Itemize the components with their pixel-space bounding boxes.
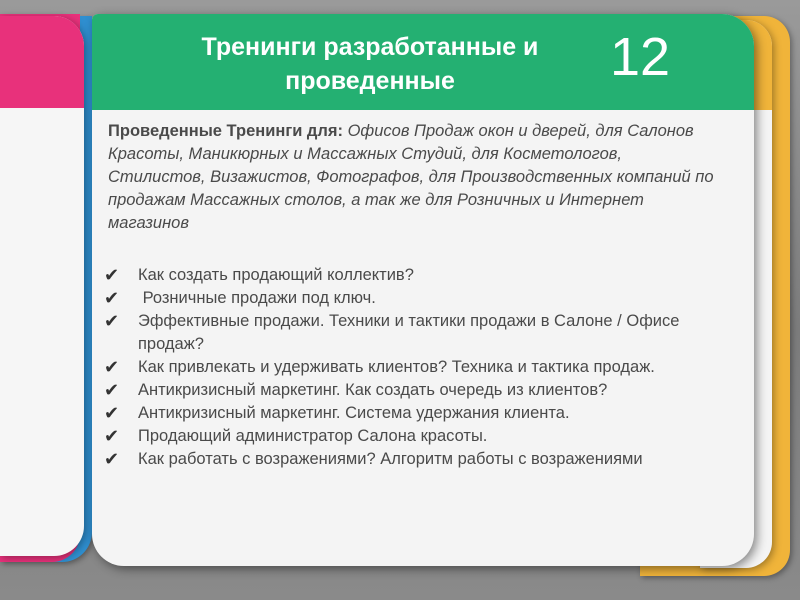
checkmark-icon: ✔ [104, 265, 120, 285]
topic-text: Антикризисный маркетинг. Как создать очередь из клиентов? [138, 381, 608, 399]
checkmark-icon: ✔ [104, 403, 120, 423]
topic-text: Эффективные продажи. Техники и тактики продажи в Салоне / Офисе продаж? [138, 312, 680, 353]
slide-title: Тренинги разработанные и проведенные [201, 33, 539, 95]
main-card [92, 14, 754, 566]
checkmark-icon: ✔ [104, 426, 120, 446]
list-item [100, 264, 720, 287]
list-item [100, 356, 720, 379]
intro-paragraph [108, 120, 718, 235]
checkmark-icon: ✔ [104, 380, 120, 400]
left-card-header [0, 16, 84, 108]
topic-text: Как работать с возражениями? Алгоритм работы с возражениями [138, 450, 643, 468]
checkmark-icon: ✔ [104, 311, 120, 331]
checkmark-icon: ✔ [104, 449, 120, 469]
topic-text: Продающий администратор Салона красоты. [138, 427, 488, 445]
intro-lead: Проведенные Тренинги для: [108, 122, 344, 140]
topic-text: Как создать продающий коллектив? [138, 266, 414, 284]
topic-text: Антикризисный маркетинг. Система удержания клиента. [138, 404, 570, 422]
topics-list [100, 264, 720, 471]
left-card-back [0, 16, 84, 556]
list-item [100, 287, 720, 310]
list-item [100, 402, 720, 425]
checkmark-icon: ✔ [104, 288, 120, 308]
slide-number: 12 [609, 27, 671, 87]
topic-text: Розничные продажи под ключ. [138, 289, 376, 307]
topic-text: Как привлекать и удерживать клиентов? Техника и тактика продаж. [138, 358, 655, 376]
intro-text: Офисов Продаж окон и дверей, для Салонов Красоты, Маникюрных и Массажных Студий, для Косметологов, Стилистов, Визажистов, Фотографов, для Производственных компаний по продажам Массажных столов, а так же для Розничных и Интернет магазинов [108, 122, 714, 232]
list-item [100, 425, 720, 448]
checkmark-icon: ✔ [104, 357, 120, 377]
list-item [100, 448, 720, 471]
list-item [100, 379, 720, 402]
slide-header [92, 14, 754, 110]
list-item [100, 310, 720, 356]
